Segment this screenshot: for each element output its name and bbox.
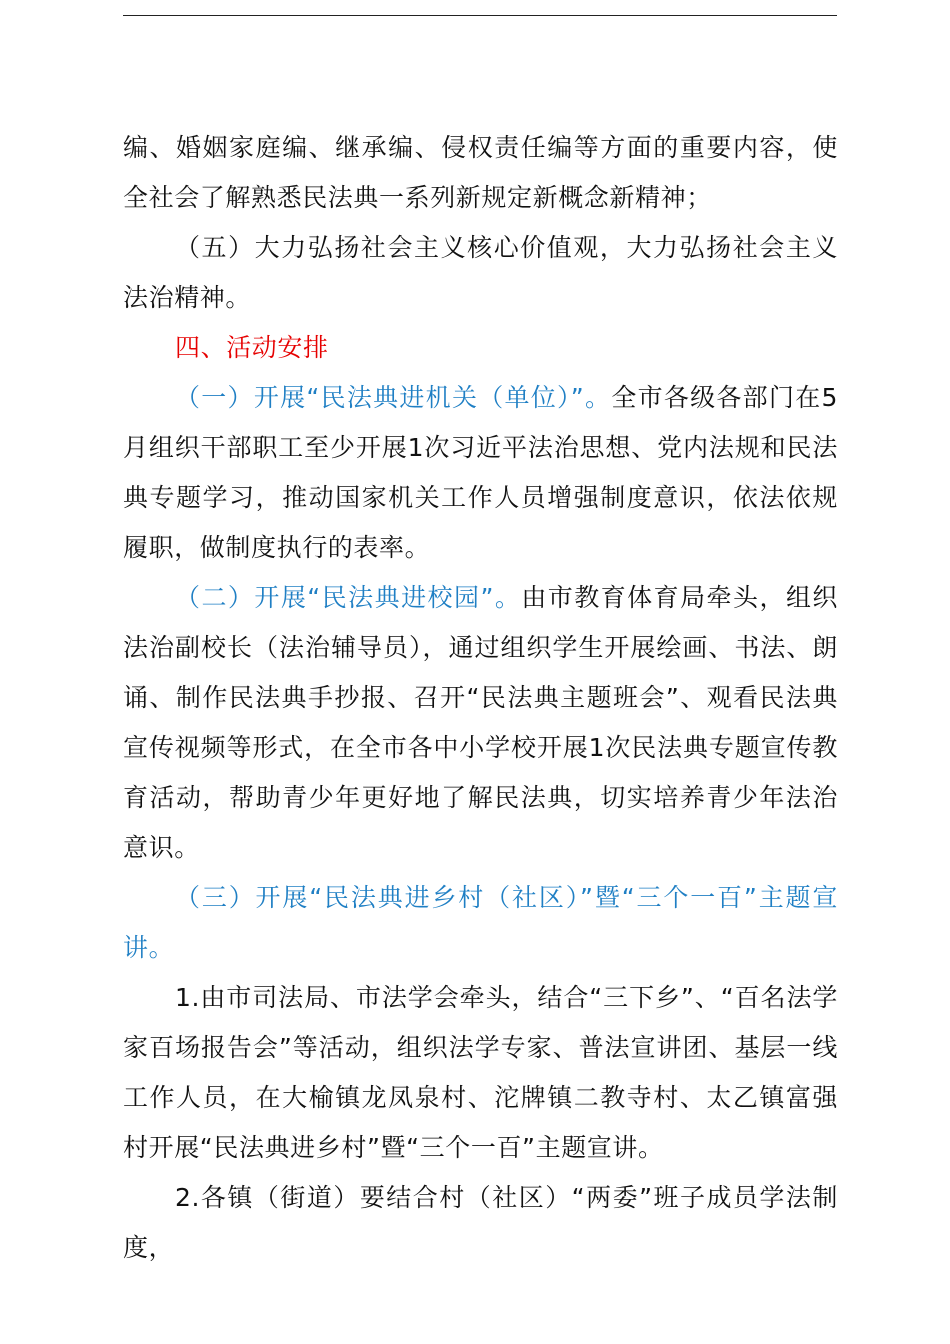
- paragraph-activity-two: [123, 573, 838, 873]
- activity-one-heading: （一）开展“民法典进机关（单位）”。: [175, 383, 612, 412]
- paragraph-item-2: 2.各镇（街道）要结合村（社区）“两委”班子成员学法制度，: [123, 1183, 838, 1262]
- header-rule: [123, 15, 837, 16]
- paragraph-item-five: （五）大力弘扬社会主义核心价值观，大力弘扬社会主义法治精神。: [123, 233, 838, 312]
- paragraph-activity-one: [123, 373, 838, 573]
- activity-one-body: 全市各级各部门在5月组织干部职工至少开展1次习近平法治思想、党内法规和民法典专题学习，推动国家机关工作人员增强制度意识，依法依规履职，做制度执行的表率。: [123, 383, 838, 562]
- activity-three-heading: （三）开展“民法典进乡村（社区）”暨“三个一百”主题宣讲。: [123, 883, 838, 962]
- paragraph-continuation: 编、婚姻家庭编、继承编、侵权责任编等方面的重要内容，使全社会了解熟悉民法典一系列新规定新概念新精神；: [123, 133, 838, 212]
- document-body: [123, 123, 838, 1273]
- activity-two-body: 由市教育体育局牵头，组织法治副校长（法治辅导员），通过组织学生开展绘画、书法、朗诵、制作民法典手抄报、召开“民法典主题班会”、观看民法典宣传视频等形式，在全市各中小学校开展1次民法典专题宣传教育活动，帮助青少年更好地了解民法典，切实培养青少年法治意识。: [123, 583, 838, 862]
- section-heading: 四、活动安排: [175, 333, 329, 362]
- activity-two-heading: （二）开展“民法典进校园”。: [175, 583, 522, 612]
- paragraph-item-1: 1.由市司法局、市法学会牵头，结合“三下乡”、“百名法学家百场报告会”等活动，组织法学专家、普法宣讲团、基层一线工作人员，在大榆镇龙凤泉村、沱牌镇二教寺村、太乙镇富强村开展“民法典进乡村”暨“三个一百”主题宣讲。: [123, 983, 838, 1162]
- paragraph-activity-three: [123, 873, 838, 973]
